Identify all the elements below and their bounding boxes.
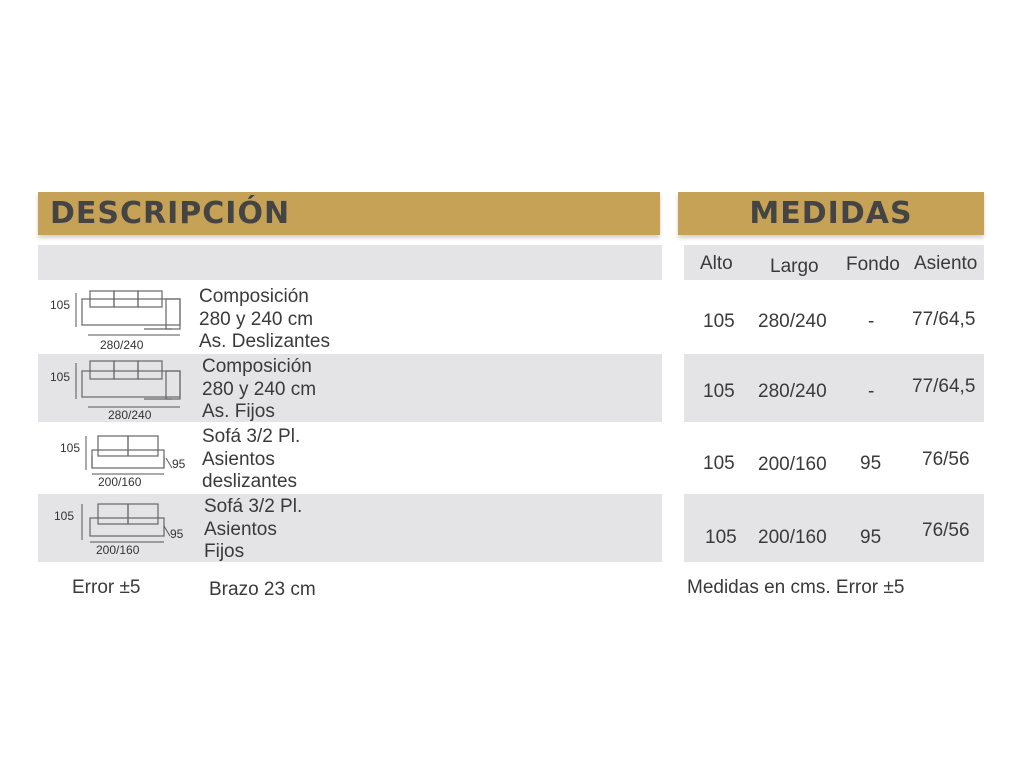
row-1-description [199, 286, 330, 354]
row-3-desc-line-3: deslizantes [202, 471, 298, 492]
row-4-desc-line-2: Asientos [204, 518, 277, 540]
measures-header-label: MEDIDAS [749, 196, 913, 231]
chaise-sofa-thumbnail [48, 355, 188, 423]
row-3-description [202, 426, 300, 494]
top-margin [0, 0, 1024, 184]
row-3-desc-line-2: Asientos [202, 448, 275, 470]
thumb-height-label: 105 [54, 509, 75, 523]
thumb-width-label: 200/160 [98, 475, 142, 489]
row-2-description [202, 356, 316, 424]
sofa-thumbnail [58, 428, 198, 492]
row-1-desc-line-2: 280 y 240 cm [199, 308, 314, 330]
row-2-desc-line-2: 280 y 240 cm [202, 378, 317, 400]
row-3-asiento: 76/56 [922, 449, 970, 470]
row-4-asiento: 76/56 [922, 520, 970, 541]
row-3-desc-line-1: Sofá 3/2 Pl. [202, 426, 301, 447]
row-2-alto: 105 [703, 381, 735, 402]
row-2-largo: 280/240 [758, 381, 827, 402]
column-header-largo: Largo [770, 256, 819, 277]
description-header [38, 192, 660, 235]
column-header-asiento: Asiento [914, 253, 978, 274]
row-4-description [204, 496, 302, 564]
chaise-sofa-thumbnail [48, 285, 188, 353]
row-1-desc-line-3: As. Deslizantes [199, 331, 330, 352]
measures-header [678, 192, 984, 235]
row-2-fondo: - [868, 381, 875, 402]
column-header-fondo: Fondo [846, 254, 900, 275]
row-1-fondo: - [868, 311, 875, 332]
row-4-fondo: 95 [860, 527, 882, 548]
footer-error-note: Error ±5 [72, 577, 141, 598]
row-1-alto: 105 [703, 311, 735, 332]
column-header-alto: Alto [700, 253, 733, 274]
row-1-largo: 280/240 [758, 311, 827, 332]
row-4-desc-line-1: Sofá 3/2 Pl. [204, 496, 303, 517]
row-3-largo: 200/160 [758, 454, 827, 475]
description-header-label: DESCRIPCIÓN [50, 196, 291, 231]
row-2-desc-line-1: Composición [202, 356, 312, 377]
row-4-alto: 105 [705, 527, 737, 548]
thumb-height-label: 105 [50, 298, 71, 312]
thumb-height-label: 105 [50, 370, 71, 384]
footer-measures-note: Medidas en cms. Error ±5 [687, 577, 905, 598]
row-2-asiento: 77/64,5 [912, 376, 976, 397]
row-1-desc-line-1: Composición [199, 286, 309, 307]
thumb-depth-label: 95 [170, 527, 184, 541]
thumb-width-label: 280/240 [108, 408, 152, 422]
row-4-desc-line-3: Fijos [204, 541, 245, 562]
sofa-thumbnail [52, 498, 202, 562]
row-3-alto: 105 [703, 453, 735, 474]
row-4-largo: 200/160 [758, 527, 827, 548]
thumb-height-label: 105 [60, 441, 81, 455]
row-1-asiento: 77/64,5 [912, 309, 976, 330]
thumb-width-label: 280/240 [100, 338, 144, 352]
footer-arm-note: Brazo 23 cm [209, 579, 316, 600]
row-2-desc-line-3: As. Fijos [202, 401, 275, 422]
thumb-width-label: 200/160 [96, 543, 140, 557]
thumb-depth-label: 95 [172, 457, 186, 471]
description-subheader-bar [38, 245, 662, 280]
row-3-fondo: 95 [860, 453, 882, 474]
